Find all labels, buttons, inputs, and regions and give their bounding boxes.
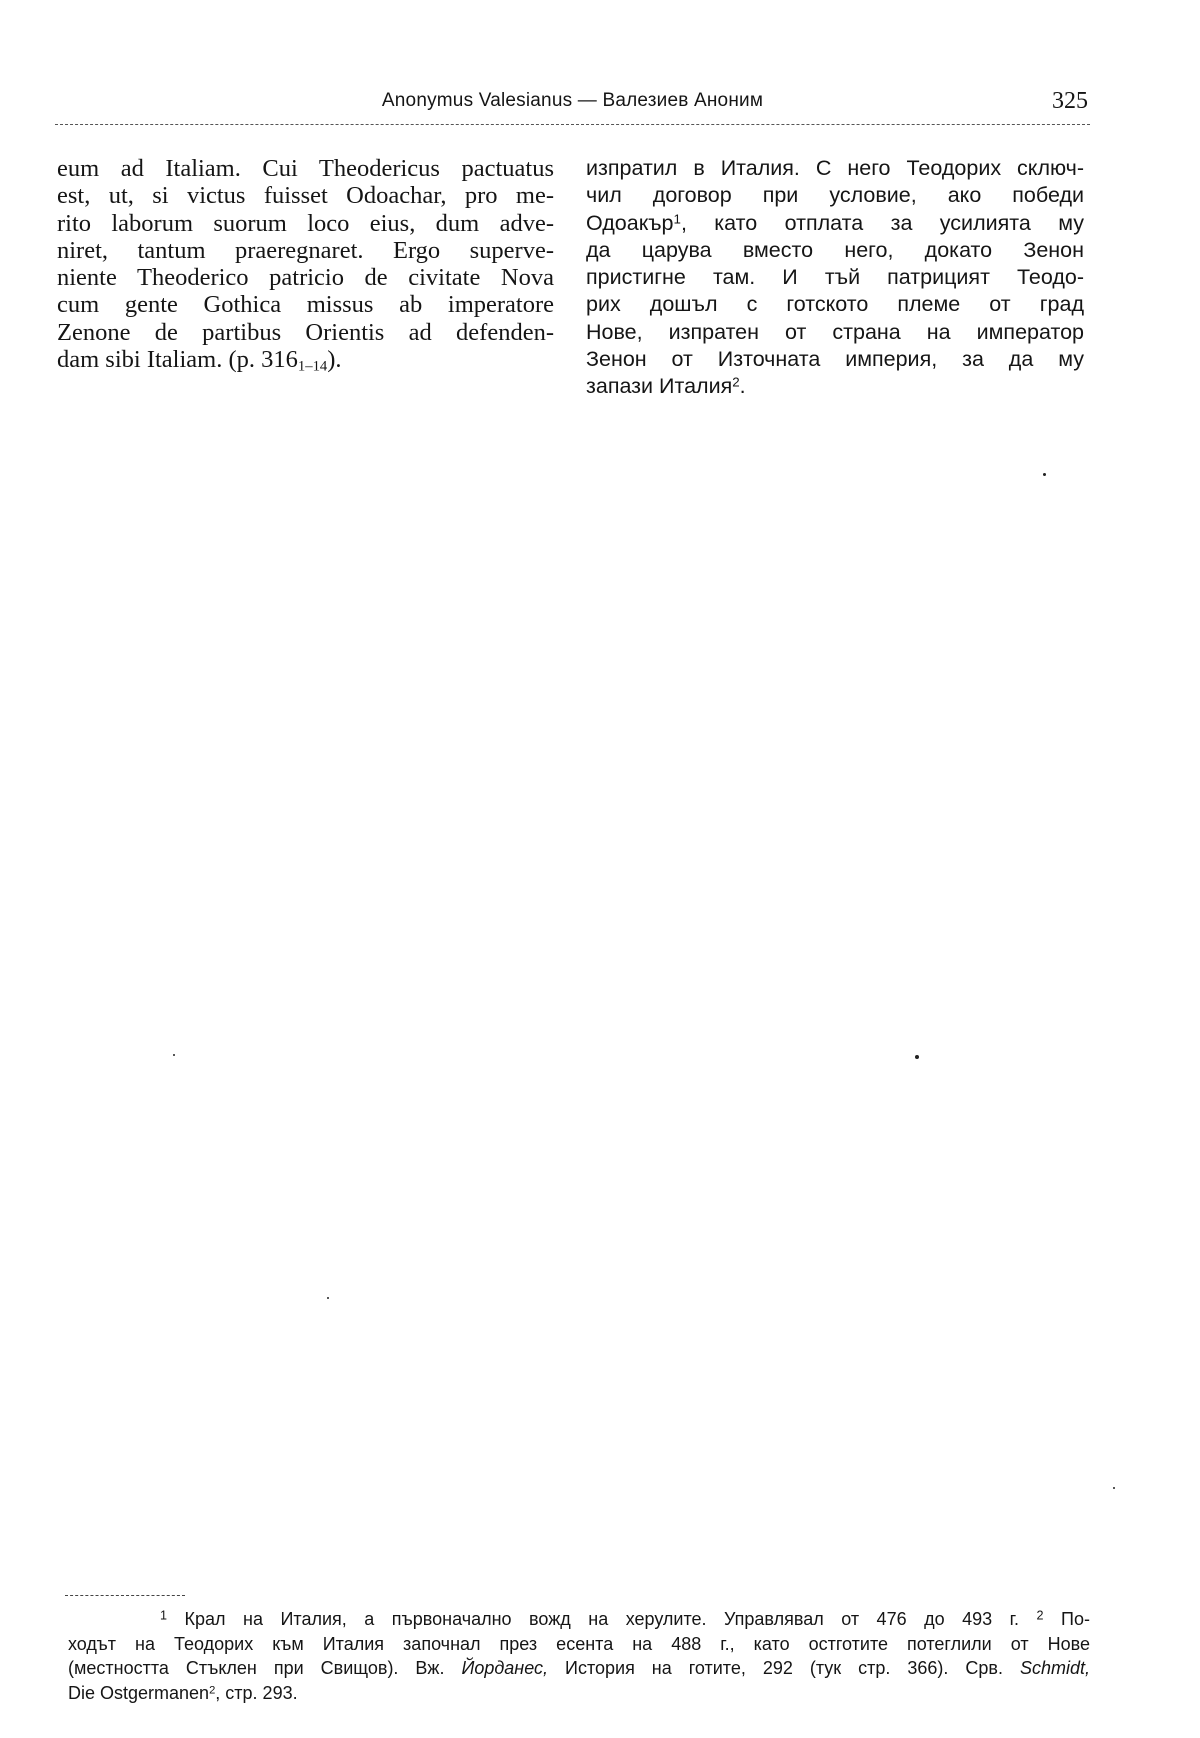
scan-speck (1113, 1487, 1115, 1489)
source-reference-lines: 1–14 (297, 358, 328, 375)
latin-line: est, ut, si victus fuisset Odoachar, pro me- (57, 182, 554, 210)
translation-line: изпратил в Италия. С него Теодорих сключ- (586, 156, 1084, 180)
scan-speck (915, 1055, 919, 1059)
translation-line-with-footnote (586, 210, 1084, 237)
translation-line: чил договор при условие, ако победи (586, 183, 1084, 208)
footnote-mark-2: 2 (1036, 1608, 1044, 1623)
translation-line: Нове, изпратен от страна на император (586, 319, 1084, 344)
latin-line: niente Theoderico patricio de civitate Nova (57, 264, 554, 292)
scan-speck (1043, 473, 1046, 476)
translation-line-last (586, 373, 1084, 400)
translation-line: , като отплата за усилията му (680, 210, 1084, 235)
footnote-mark-1: 1 (160, 1608, 168, 1623)
latin-line: niret, tantum praeregnaret. Ergo superve- (57, 236, 554, 264)
running-header (55, 88, 1090, 125)
translation-line: да царува вместо него, докато Зенон (586, 237, 1084, 262)
edition-superscript: 2 (209, 1683, 216, 1696)
latin-line-last (57, 346, 554, 373)
latin-line: dam sibi Italiam. (p. 316 (57, 346, 298, 374)
scan-speck (327, 1297, 329, 1299)
running-title: Anonymus Valesianus — Валезиев Аноним (381, 90, 764, 111)
scan-speck (173, 1054, 175, 1056)
footnote-ref-1[interactable]: 1 (673, 210, 681, 226)
footnote-2-text: По- (1061, 1609, 1090, 1629)
reference-close: ). (327, 346, 342, 374)
footnote-1-text: Крал на Италия, а първоначално вожд на херулите. Управлявал от 476 до 493 г. (184, 1609, 1019, 1629)
latin-line: rito laborum suorum loco eius, dum adve- (57, 209, 554, 237)
latin-text-column (57, 155, 554, 373)
sentence-end: . (739, 374, 746, 399)
translation-line: запази Италия (586, 374, 733, 399)
footnote-line: ходът на Теодорих към Италия започнал през есента на 488 г., като остготите потеглили от Нове (68, 1633, 1090, 1654)
translation-line: Зенон от Източната империя, за да му (586, 347, 1084, 372)
footnote-text: Die Ostgermanen (68, 1682, 210, 1703)
footnote-ref-2[interactable]: 2 (732, 374, 740, 390)
footnote-line (68, 1607, 1090, 1632)
footnote-text: , стр. 293. (215, 1682, 298, 1703)
footnote-text: История на готите, 292 (тук стр. 366). Срв. (565, 1658, 1003, 1678)
footnotes (68, 1607, 1090, 1705)
translation-line: рих дошъл с готското племе от град (586, 292, 1084, 317)
page-number: 325 (1052, 88, 1088, 114)
footnote-divider (65, 1595, 185, 1596)
bulgarian-translation-column (586, 155, 1084, 401)
translation-line: Одоакър (586, 210, 674, 235)
translation-line: пристигне там. И тъй патрицият Теодо- (586, 265, 1084, 290)
latin-line: Zenone de partibus Orientis ad defenden- (57, 318, 554, 346)
latin-line: cum gente Gothica missus ab imperatore (57, 291, 554, 319)
latin-line: eum ad Italiam. Cui Theodericus pactuatus (57, 155, 554, 182)
footnote-line (68, 1656, 1090, 1681)
footnote-text: (местността Стъклен при Свищов). Вж. (68, 1658, 445, 1678)
author-schmidt: Schmidt, (1019, 1658, 1090, 1678)
author-jordanes: Йорданес, (461, 1658, 549, 1678)
footnote-line (68, 1681, 1090, 1706)
